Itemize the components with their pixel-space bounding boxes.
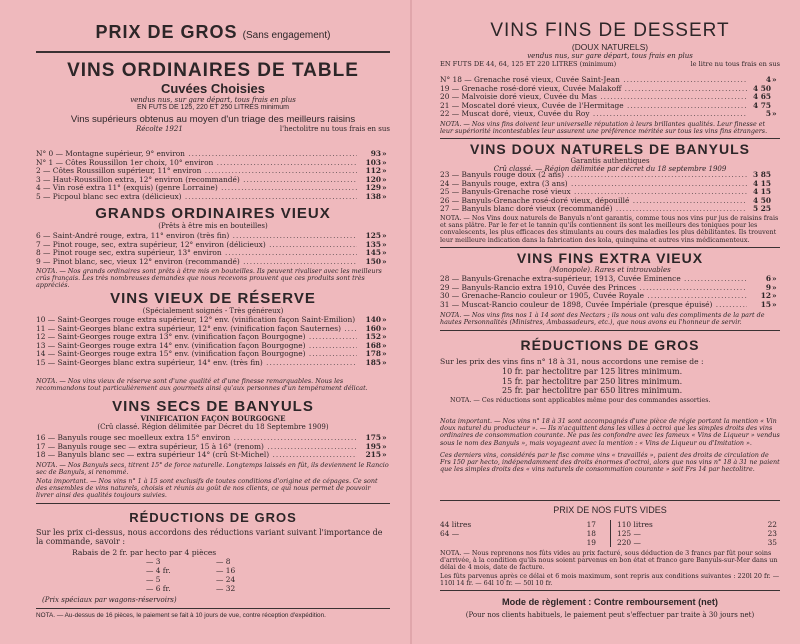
reserve-nota: NOTA. — Nos vins vieux de réserve sont d'une qualité et d'une finesse remarquables. Nous les recommandons tout particulièrement aux gourmets ainsi qu'aux personnes d'un tempérament délicat. xyxy=(36,377,368,393)
item-price: 93 xyxy=(370,149,381,158)
wine-row xyxy=(440,197,780,206)
wine-row xyxy=(440,85,780,94)
wine-row xyxy=(36,150,390,159)
casks-note: EN FUTS DE 125, 220 ET 250 LITRES minimum xyxy=(137,104,289,111)
wine-row xyxy=(36,451,390,460)
item-label: 8 — Pinot rouge sec, extra supérieur, 13° environ ..... xyxy=(36,249,357,258)
item-price: 195 xyxy=(365,441,381,451)
item-label: 13 — Saint-Georges rouge extra 14° env. (vinification façon Bourgogne) ..... xyxy=(36,342,357,351)
item-currency: » xyxy=(382,239,387,249)
item-label: 29 — Banyuls-Rancio extra 1910, Cuvée des Princes ..... xyxy=(440,284,747,293)
item-label: 27 — Banyuls blanc doré vieux (recommandé) ..... xyxy=(440,205,747,214)
item-label: 6 — Saint-André rouge, extra, 11° environ (très fin) ..... xyxy=(36,232,357,241)
wine-row xyxy=(36,193,390,202)
red-lines xyxy=(440,367,780,396)
rabais-row xyxy=(36,575,390,584)
item-price: 4 50 xyxy=(752,83,771,93)
item-label: 26 — Banyuls-Grenache rosé-doré vieux, dépouillé ..... xyxy=(440,197,747,206)
red-title: RÉDUCTIONS DE GROS xyxy=(520,337,700,353)
item-price: 4 50 xyxy=(752,195,771,205)
item-currency: » xyxy=(382,357,387,367)
dessert-delivery: vendus nus, sur gare départ, tous frais en plus xyxy=(527,52,693,60)
table-title: VINS ORDINAIRES DE TABLE xyxy=(67,60,359,81)
banyuls-nota: NOTA. — Nos Vins doux naturels de Banyuls n'ont garantis, comme tous nos vins pur jus de raisins frais et sans plâtre. Par le fer et le tannin qu'ils contiennent ils sont les meilleurs des toniques pour les convalescents, les plus efficaces des stimulants au cours des maladies les plus débilitantes. Ils trouvent leur meilleure indication dans la fabrication des kola, quinquina et autres vins médicamenteux. xyxy=(440,214,779,244)
extra-nota: NOTA. — Nos vins fins nos 1 à 14 sont des Nectars ; ils nous ont valu des compliments de la part de hautes Personnalités (Ministres, Ambassadeurs, etc.), que nous avons eu l'honneur de servir. xyxy=(440,311,765,327)
item-price: 168 xyxy=(365,340,381,350)
item-price: 178 xyxy=(365,349,381,359)
secs-title: VINS SECS DE BANYULS xyxy=(112,398,314,415)
fut-size: 125 — xyxy=(617,529,641,538)
item-label: 28 — Banyuls-Grenache extra-supérieur, 1913, Cuvée Éminence ..... xyxy=(440,275,747,284)
header-title: PRIX DE GROS xyxy=(95,22,238,42)
fut-separator xyxy=(596,520,611,529)
dessert-sub: (DOUX NATURELS) xyxy=(571,42,649,52)
item-currency: » xyxy=(382,332,387,342)
item-label: 3 — Haut-Roussillon extra, 12° environ (recommandé) ..... xyxy=(36,176,357,185)
wine-row xyxy=(440,284,780,293)
divider xyxy=(440,138,780,139)
banyuls-note: Crû classé. — Région délimitée par décret du 18 septembre 1909 xyxy=(493,165,727,173)
item-price: 215 xyxy=(365,450,381,460)
wine-row xyxy=(36,176,390,185)
reduction-line: 10 fr. par hectolitre par 125 litres minimum. xyxy=(502,367,683,376)
item-price: 6 xyxy=(765,274,771,283)
item-label: 5 — Picpoul blanc sec extra (délicieux) ..... xyxy=(36,193,357,202)
divider xyxy=(440,330,780,331)
item-label: 10 — Saint-Georges rouge extra supérieur, 12° env. (vinification façon Saint-Emilion) ..... xyxy=(36,316,357,325)
futs-nota-2: Les fûts parvenus après ce délai et 6 mois maximum, sont repris aux conditions suivantes : 220l 20 fr. — 110l 14 fr. — 64l 10 fr. — 50l 10 fr. xyxy=(440,572,780,588)
rabais-label: Rabais de 2 fr. par hecto par 4 pièces xyxy=(72,548,217,557)
item-label: 11 — Saint-Georges blanc extra supérieur, 12° env. (vinification façon Sauternes) ..... xyxy=(36,325,357,334)
important-note: Nota important. — Nos vins n° 18 à 31 sont accompagnés d'une pièce de régie portant la mention « Vin doux naturel du producteur ». — Ils n'acquittent dans les villes à octroi que les simples droits des vins ordinaires de consommation courante. Ne pas les confondre avec les fameux « Vins de Liqueur » vendus sous le nom des Banyuls », mais voyageant avec la mention : « Vins de Liqueur ou d'Imitation ». xyxy=(440,417,780,447)
rabais-pieces: — 16 xyxy=(216,566,236,575)
futs-nota: NOTA. — Nous reprenons nos fûts vides au prix facturé, sous déduction de 3 francs par fût pour soins d'arrivée, à la condition qu'ils nous soient parvenus en bon état et franco gare Banyuls-sur-Mer dans un délai de 4 mois, date de facture. xyxy=(440,549,778,572)
rabais-rate: — 6 fr. xyxy=(146,584,171,593)
header xyxy=(36,22,390,43)
fut-price: 18 xyxy=(586,529,596,538)
item-price: 15 xyxy=(760,299,771,309)
item-price: 150 xyxy=(365,256,381,266)
banyuls-list xyxy=(440,171,780,214)
item-currency: » xyxy=(772,291,777,301)
wine-row xyxy=(36,232,390,241)
item-price: 3 85 xyxy=(752,170,771,179)
wine-row xyxy=(36,159,390,168)
divider xyxy=(440,247,780,248)
item-currency: » xyxy=(382,183,387,193)
reductions-text: Sur les prix ci-dessus, nous accordons des réductions variant suivant l'importance de la commande, savoir : xyxy=(36,528,383,547)
important-note-2: Ces derniers vins, considérés par le fisc comme vins « travaillés », paient des droits de circulation de Frs 150 par hecto, indépendamment des droits énormes d'octroi, alors que nos vins n° 18 à 31 ne paient que les simples droits des « vins naturels de consommation courante » soit Frs 14 par hectolitre. xyxy=(440,451,780,474)
reduction-line: 25 fr. par hectolitre par 650 litres minimum. xyxy=(502,386,683,396)
grands-nota: NOTA. — Nos grands ordinaires sont prêts à être mis en bouteilles. Ils peuvent rivaliser avec les meilleurs crûs français. Les très nombreuses demandes que nous recevons prouvent que ces produits sont très appréciés. xyxy=(36,267,382,290)
wine-row xyxy=(440,188,780,197)
wine-row xyxy=(36,342,390,351)
item-label: 12 — Saint-Georges rouge extra 13° env. (vinification façon Bourgogne) ..... xyxy=(36,333,357,342)
secs-note: (Crû classé. Région délimitée par Décret du 18 Septembre 1909) xyxy=(97,423,329,431)
item-label: 17 — Banyuls rouge sec — extra supérieur, 15 à 16° (renom) ..... xyxy=(36,443,357,452)
fut-size: 220 — xyxy=(617,538,641,547)
item-label: 18 — Banyuls blanc sec — extra supérieur 14° (crû St-Michel) ..... xyxy=(36,451,357,460)
fut-size xyxy=(440,538,500,547)
extra-title: VINS FINS EXTRA VIEUX xyxy=(516,250,704,266)
fut-price: 23 xyxy=(767,529,777,538)
item-label: 22 — Muscat doré, vieux, Cuvée du Roy ..... xyxy=(440,110,747,119)
item-currency: » xyxy=(382,323,387,333)
prix-speciaux: (Prix spéciaux par wagons-réservoirs) xyxy=(42,596,177,604)
extra-sub: (Monopole). Rares et introuvables xyxy=(549,266,671,274)
secs-list xyxy=(36,434,390,460)
futs-table xyxy=(440,520,780,547)
item-currency: » xyxy=(382,157,387,167)
item-price: 9 xyxy=(765,282,771,292)
item-label: 24 — Banyuls rouge, extra (3 ans) ..... xyxy=(440,180,747,189)
item-currency: » xyxy=(382,441,387,451)
item-currency: » xyxy=(382,191,387,201)
item-price: 140 xyxy=(365,315,381,324)
item-label: 20 — Malvoisie doré vieux, Cuvée du Mas ..... xyxy=(440,93,747,102)
wine-row xyxy=(36,325,390,334)
item-currency: » xyxy=(772,299,777,309)
item-currency: » xyxy=(382,349,387,359)
wine-row xyxy=(36,443,390,452)
item-currency: » xyxy=(772,274,777,283)
dessert-casks: EN FUTS DE 44, 64, 125 ET 220 LITRES (minimum) xyxy=(440,60,617,68)
wine-row xyxy=(440,171,780,180)
wine-row xyxy=(36,184,390,193)
secs-sub: VINIFICATION FAÇON BOURGOGNE xyxy=(140,414,286,423)
item-currency: » xyxy=(772,282,777,292)
divider xyxy=(36,503,390,504)
futs-row xyxy=(440,529,780,538)
item-label: 7 — Pinot rouge, sec, extra supérieur, 12° environ (délicieux) ..... xyxy=(36,241,357,250)
wine-row xyxy=(36,434,390,443)
wine-row xyxy=(36,316,390,325)
item-price: 145 xyxy=(365,248,381,258)
dessert-title: VINS FINS DE DESSERT xyxy=(490,20,730,41)
divider xyxy=(440,500,780,501)
item-label: N° 18 — Grenache rosé vieux, Cuvée Saint-Jean ..... xyxy=(440,76,747,85)
wine-row xyxy=(36,350,390,359)
item-currency: » xyxy=(382,149,387,158)
item-price: 5 xyxy=(765,109,771,119)
item-price: 4 15 xyxy=(752,187,771,197)
banyuls-title: VINS DOUX NATURELS DE BANYULS xyxy=(470,141,750,157)
important-note: Nota important. — Nos vins n° 1 à 15 sont exclusifs de toutes conditions d'origine et de cépages. Ce sont des ensembles de vins naturels, choisis et réunis au goût de nos clients, ce qui nous permet de pouvoir livrer ainsi des qualités toujours suivies. xyxy=(36,477,378,500)
fut-separator xyxy=(596,529,611,538)
item-label: 4 — Vin rosé extra 11° (exquis) (genre Lorraine) ..... xyxy=(36,184,357,193)
dessert-hecto: le litre nu tous frais en sus xyxy=(690,60,780,68)
reserve-note: (Spécialement soignés - Très généreux) xyxy=(142,307,284,315)
wine-row xyxy=(36,258,390,267)
item-price: 103 xyxy=(365,157,381,167)
page-fold xyxy=(410,0,412,644)
wine-row xyxy=(440,76,780,85)
extra-list xyxy=(440,275,780,309)
item-price: 129 xyxy=(365,183,381,193)
rabais-row xyxy=(36,557,390,566)
item-label: 16 — Banyuls rouge sec moelleux extra 15° environ ..... xyxy=(36,434,357,443)
right-column xyxy=(440,0,780,644)
item-label: N° 0 — Montagne supérieur, 9° environ ..... xyxy=(36,150,357,159)
item-currency: » xyxy=(772,109,777,119)
left-column xyxy=(36,0,390,644)
delivery-note: vendus nus, sur gare départ, tous frais en plus xyxy=(130,96,296,104)
item-price: 185 xyxy=(365,357,381,367)
reserve-list xyxy=(36,316,390,368)
wine-row xyxy=(440,205,780,214)
fut-price: 22 xyxy=(767,520,777,529)
fut-price: 35 xyxy=(767,538,777,547)
fut-size: 64 — xyxy=(440,529,460,538)
red-intro: Sur les prix des vins fins n° 18 à 31, nous accordons une remise de : xyxy=(440,357,704,366)
item-currency: » xyxy=(382,450,387,460)
reglement: Mode de règlement : Contre remboursement (net) xyxy=(502,597,718,607)
wine-row xyxy=(440,93,780,102)
item-currency: » xyxy=(382,340,387,350)
wine-row xyxy=(36,241,390,250)
fut-size: 44 litres xyxy=(440,520,472,529)
hecto-note: l'hectolitre nu tous frais en sus xyxy=(279,125,390,133)
rabais-pieces: — 24 xyxy=(216,575,236,584)
fut-size: 110 litres xyxy=(617,520,653,529)
wine-row xyxy=(36,359,390,368)
item-price: 4 15 xyxy=(752,178,771,188)
item-price: 138 xyxy=(365,191,381,201)
header-sub: (Sans engagement) xyxy=(242,30,331,41)
divider xyxy=(36,51,390,53)
reductions-title: RÉDUCTIONS DE GROS xyxy=(129,510,297,525)
wine-row xyxy=(36,333,390,342)
fut-separator xyxy=(596,538,611,547)
item-label: 31 — Muscat-Rancio couleur de 1898, Cuvée Impériale (presque épuisé) ..... xyxy=(440,301,747,310)
grands-list xyxy=(36,232,390,266)
item-label: 21 — Moscatel doré vieux, Cuvée de l'Hermitage ..... xyxy=(440,102,747,111)
fut-price: 19 xyxy=(586,538,596,547)
item-label: 14 — Saint-Georges rouge extra 15° env. (vinification façon Bourgogne) ..... xyxy=(36,350,357,359)
item-price: 120 xyxy=(365,174,381,184)
divider xyxy=(36,608,390,609)
item-label: 15 — Saint-Georges blanc extra supérieur, 14° env. (très fin) ..... xyxy=(36,359,357,368)
item-currency: » xyxy=(382,256,387,266)
item-price: 12 xyxy=(760,291,771,301)
futs-title: PRIX DE NOS FUTS VIDES xyxy=(553,505,667,515)
reglement-sub: (Pour nos clients habituels, le paiement peut s'effectuer par traite à 30 jours net) xyxy=(465,611,755,619)
rabais-table xyxy=(36,557,390,593)
bottom-nota: NOTA. — Au-dessus de 16 pièces, le paiement se fait à 10 jours de vue, contre réception d'expédition. xyxy=(36,612,326,619)
item-currency: » xyxy=(382,166,387,176)
wine-row xyxy=(440,110,780,119)
item-label: 30 — Grenache-Rancio couleur or 1905, Cuvée Royale ..... xyxy=(440,292,747,301)
wine-row xyxy=(440,301,780,310)
item-currency: » xyxy=(772,75,777,84)
recolte: Récolte 1921 xyxy=(136,125,183,133)
grands-note: (Prêts à être mis en bouteilles) xyxy=(158,222,268,230)
rabais-pieces: — 32 xyxy=(216,584,236,593)
item-label: 9 — Pinot blanc, sec, vieux 12° environ (recommandé) ..... xyxy=(36,258,357,267)
futs-row xyxy=(440,520,780,529)
item-currency: » xyxy=(382,231,387,240)
item-currency: » xyxy=(382,248,387,258)
fut-price: 17 xyxy=(586,520,596,529)
secs-nota: NOTA. — Nos Banyuls secs, titrent 15° de force naturelle. Longtemps laissés en fût, ils deviennent le Rancio sec de Banyuls, si renommé. xyxy=(36,461,389,477)
futs-row xyxy=(440,538,780,547)
dessert-nota: NOTA. — Nos vins fins doivent leur universelle réputation à leurs brillantes qualités. Leur finesse et leur supériorité incontestables leur assurent une préférence méritée sur tous les vins fins étrangers. xyxy=(440,120,768,136)
item-price: 4 75 xyxy=(752,100,771,110)
item-currency: » xyxy=(382,174,387,184)
item-price: 112 xyxy=(365,166,381,176)
rabais-rate: — 3 xyxy=(146,557,161,566)
wine-row xyxy=(440,275,780,284)
dessert-list xyxy=(440,76,780,119)
divider xyxy=(440,590,780,591)
wine-row xyxy=(440,102,780,111)
item-price: 125 xyxy=(365,231,381,240)
item-label: N° 1 — Côtes Roussillon 1er choix, 10° environ ..... xyxy=(36,159,357,168)
item-label: 25 — Banyuls-Grenache rosé vieux ..... xyxy=(440,188,747,197)
item-currency: » xyxy=(382,315,387,324)
item-price: 4 65 xyxy=(752,92,771,102)
item-price: 4 xyxy=(765,75,771,84)
rabais-row xyxy=(36,584,390,593)
superior-note: Vins supérieurs obtenus au moyen d'un triage des meilleurs raisins xyxy=(70,114,356,125)
item-label: 19 — Grenache rosé-doré vieux, Cuvée Malakoff ..... xyxy=(440,85,747,94)
rabais-row xyxy=(36,566,390,575)
item-price: 152 xyxy=(365,332,381,342)
table-subtitle: Cuvées Choisies xyxy=(160,81,266,96)
item-price: 135 xyxy=(365,239,381,249)
item-label: 23 — Banyuls rouge doux (2 ans) ..... xyxy=(440,171,747,180)
item-price: 160 xyxy=(365,323,381,333)
item-currency: » xyxy=(382,433,387,442)
item-price: 175 xyxy=(365,433,381,442)
reduction-line: 15 fr. par hectolitre par 250 litres minimum. xyxy=(502,376,683,386)
item-label: 2 — Côtes Roussillon supérieur, 11° environ ..... xyxy=(36,167,357,176)
table-wines-list xyxy=(36,150,390,202)
wine-row xyxy=(440,180,780,189)
wine-row xyxy=(440,292,780,301)
grands-title: GRANDS ORDINAIRES VIEUX xyxy=(95,205,331,222)
rabais-rate: — 4 fr. xyxy=(146,566,171,575)
rabais-pieces: — 8 xyxy=(216,557,231,566)
wine-row xyxy=(36,249,390,258)
reserve-title: VINS VIEUX DE RÉSERVE xyxy=(110,290,316,307)
item-price: 5 25 xyxy=(752,204,771,214)
wine-row xyxy=(36,167,390,176)
red-nota: NOTA. — Ces réductions sont applicables même pour des commandes assorties. xyxy=(450,396,711,404)
banyuls-sub: Garantis authentiques xyxy=(570,157,650,165)
rabais-rate: — 5 xyxy=(146,575,161,584)
